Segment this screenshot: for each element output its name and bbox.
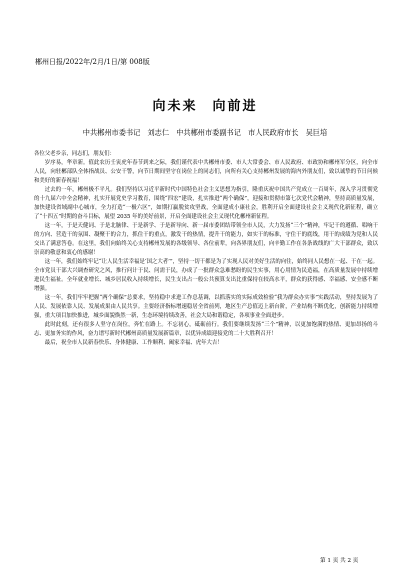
publication-header: 郴州日报/2022年/2月/1日/第 008版 (35, 58, 150, 66)
article-paragraph: 岁序易，华章新。值此农历壬寅虎年春节到来之际，我们谨代表中共郴州市委、市人大常委会、市人民政府、市政协和郴州军分区，向全市人民，向驻郴部队全体指战员、公安干警，向节日期间坚守在岗位上的同志们，向所有关心支持郴州发展的海内外朋友们，致以诚挚的节日问候和美好的新春祝福！ (34, 160, 378, 184)
article-authors: 中共郴州市委书记 刘志仁 中共郴州市委副书记 市人民政府市长 吴巨培 (82, 128, 328, 137)
article-paragraph: 这一年，我们牢牢把握“两个确保”总要求，坚持稳中求进工作总基调，以抓落实的实际成效检验“我为群众办实事”实践活动，坚持发展为了人民、发展依靠人民、发展成果由人民共享。主要经济指标增速稳居全省前列，地区生产总值迈上新台阶，产业结构不断优化，创新能力持续增强，重大项目加快推进，城乡面貌焕然一新，生态环境持续改善，社会大局和谐稳定，各项事业全面进步。 (34, 295, 378, 319)
article-title: 向未来 向前进 (152, 99, 258, 114)
article-paragraph: 最后，祝全市人民新春快乐、身体健康、工作顺利、阖家幸福、虎年大吉！ (44, 340, 223, 346)
article-salutation: 各位父老乡亲，同志们，朋友们： (34, 151, 115, 157)
page-number: 第 1 页 共 2 页 (320, 558, 359, 564)
article-paragraph: 这一年，我们始终牢记“让人民生活幸福是‘国之大者’”，坚持一切干都是为了实现人民对美好生活的向往，始终同人民想在一起、干在一起。全市党员干部大兴调查研究之风，推行问计于民、问需于民，办成了一批群众急难愁盼的民生实事，用心用情为民造福，在高质量发展中持续增进民生福祉。全年就业增长、城乡居民收入持续增长，民生支出占一般公共预算支出比重保持在较高水平，群众的获得感、幸福感、安全感不断增强。 (34, 259, 378, 292)
article-paragraph: 此时此刻，还有很多人坚守在岗位，奔忙在路上。不忘初心，砥砺前行。我们要继续发扬“三个”精神，以更加饱满的热情、更加昂扬的斗志、更加务实的作风，奋力谱写新时代郴州高质量发展新篇章，以优异成绩迎接党的二十大胜利召开！ (34, 322, 378, 337)
article-paragraph: 过去的一年，郴州极不平凡。我们坚持以习近平新时代中国特色社会主义思想为指引，隆重庆祝中国共产党成立一百周年，深入学习贯彻党的十九届六中全会精神，扎实开展党史学习教育，围绕“四宏”建设，扎实推进“两个确保”，迎接和贯彻市第七次党代会精神，坚持高质量发展，加快建设省域副中心城市，全力打造“一极六区”，如期打赢脱贫攻坚战，全面建成小康社会，胜利开启全面建设社会主义现代化新征程，确立了“十四五”时期的奋斗目标，展望 2035 年的美好前景，开启全面建设社会主义现代化郴州新征程。 (34, 187, 378, 220)
article-body (34, 150, 378, 540)
article-paragraph: 这一年，于是天健词、于是北脑律、于是新学、于是新导向、新一届市委团结带领全市人民，大力发扬“三个”精神，牢记干的遵循、唱响干的方向、营造干的氛围、凝聚干的合力，抓住干的重点，激发干的热情，提升干的能力，如实干的标准，守住干的底线，用干的成绩为党和人民交出了满意答卷。在这里，我们向始终关心支持郴州发展的各级领导、各位前辈，向各界朋友们，向辛勤工作在各条战线的广大干部群众，致以崇高的敬意和衷心的感谢！ (34, 223, 378, 256)
